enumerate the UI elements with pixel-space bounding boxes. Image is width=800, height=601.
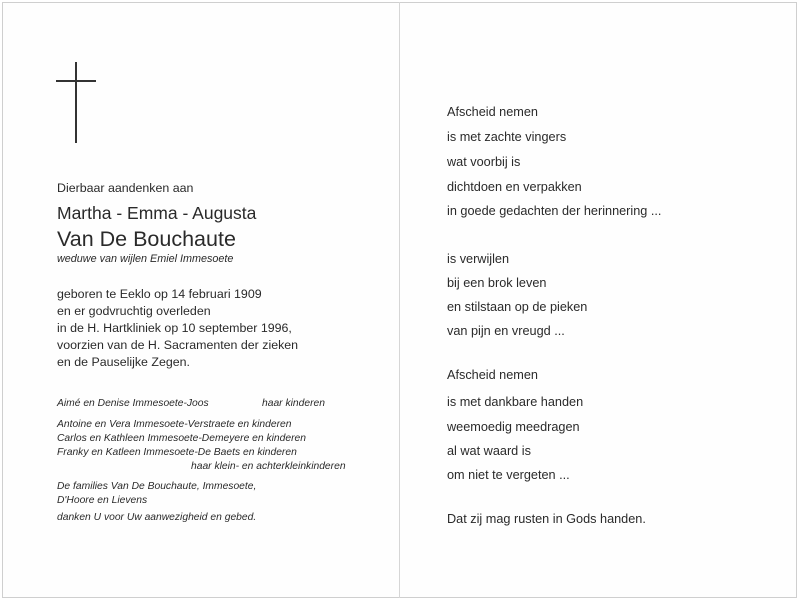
poem-line: Afscheid nemen — [447, 368, 538, 382]
poem-line: om niet te vergeten ... — [447, 468, 570, 482]
grandchildren-label: haar klein- en achterkleinkinderen — [191, 461, 346, 472]
intro-text: Dierbaar aandenken aan — [57, 181, 194, 195]
first-names: Martha - Emma - Augusta — [57, 203, 257, 223]
poem-line: wat voorbij is — [447, 155, 521, 169]
bio-line: in de H. Hartkliniek op 10 september 1996, — [57, 321, 292, 335]
families-line: D'Hoore en Lievens — [57, 495, 148, 506]
poem-line: is met dankbare handen — [447, 395, 584, 409]
children-names: Aimé en Denise Immesoete-Joos — [57, 398, 209, 409]
family-line: Carlos en Kathleen Immesoete-Demeyere en kinderen — [57, 433, 306, 444]
poem-line: al wat waard is — [447, 444, 531, 458]
bio-line: geboren te Eeklo op 14 februari 1909 — [57, 287, 262, 301]
poem-line: in goede gedachten der herinnering ... — [447, 204, 662, 218]
cross-vertical-bar — [75, 62, 77, 143]
poem-line: is verwijlen — [447, 252, 510, 266]
family-line: Franky en Katleen Immesoete-De Baets en kinderen — [57, 447, 297, 458]
thanks-text: danken U voor Uw aanwezigheid en gebed. — [57, 512, 257, 523]
poem-line: bij een brok leven — [447, 276, 547, 290]
poem-line: weemoedig meedragen — [447, 420, 580, 434]
cross-horizontal-bar — [56, 80, 96, 82]
families-line: De families Van De Bouchaute, Immesoete, — [57, 481, 257, 492]
children-label: haar kinderen — [262, 398, 325, 409]
poem-line: is met zachte vingers — [447, 130, 567, 144]
surname: Van De Bouchaute — [57, 227, 236, 251]
poem-line: van pijn en vreugd ... — [447, 324, 565, 338]
family-line: Antoine en Vera Immesoete-Verstraete en kinderen — [57, 419, 292, 430]
widow-of: weduwe van wijlen Emiel Immesoete — [57, 253, 234, 265]
poem-line: Afscheid nemen — [447, 105, 538, 119]
poem-closing: Dat zij mag rusten in Gods handen. — [447, 512, 646, 526]
poem-line: dichtdoen en verpakken — [447, 180, 582, 194]
bio-line: en er godvruchtig overleden — [57, 304, 211, 318]
card-fold-line — [399, 2, 400, 598]
bio-line: voorzien van de H. Sacramenten der zieken — [57, 338, 299, 352]
bio-line: en de Pauselijke Zegen. — [57, 355, 190, 369]
poem-line: en stilstaan op de pieken — [447, 300, 588, 314]
